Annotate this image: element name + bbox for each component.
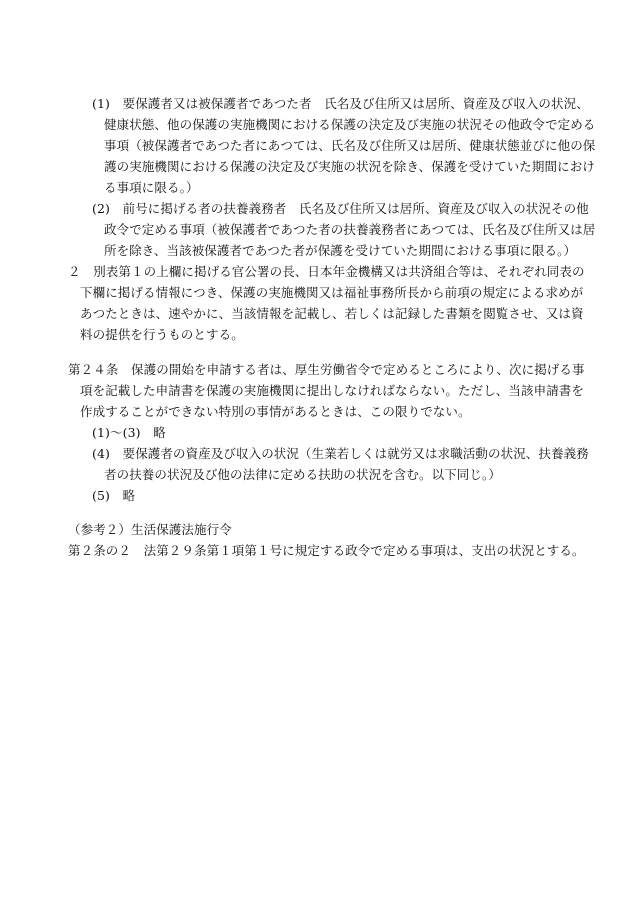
text-line: 作成することができない特別の事情があるときは、この限りでない。 (80, 404, 471, 419)
text-line: 政令で定める事項（被保護者であつた者の扶養義務者にあつては、氏名及び住所又は居 (104, 222, 596, 237)
text-line: (1)～(3) 略 (92, 425, 166, 440)
text-line: (1) 要保護者又は被保護者であつた者 氏名及び住所又は居所、資産及び収入の状況、 (92, 96, 589, 111)
reference-heading: （参考２）生活保護法施行令 (68, 522, 232, 537)
text-line: ２ 別表第１の上欄に掲げる官公署の長、日本年金機構又は共済組合等は、それぞれ同表の (68, 264, 585, 279)
text-line: る事項に限る。） (104, 180, 199, 195)
text-line: 健康状態、他の保護の実施機関における保護の決定及び実施の状況その他政令で定める (104, 117, 596, 132)
text-line: 護の実施機関における保護の決定及び実施の状況を除き、保護を受けていた期間におけ (104, 159, 595, 174)
text-line: 料の提供を行うものとする。 (80, 327, 244, 342)
text-line: (2) 前号に掲げる者の扶養義務者 氏名及び住所又は居所、資産及び収入の状況その他 (92, 201, 589, 216)
text-line: 者の扶養の状況及び他の法律に定める扶助の状況を含む。以下同じ。） (104, 467, 501, 482)
text-line: 所を除き、当該被保護者であつた者が保護を受けていた期間における事項に限る。） (104, 243, 577, 258)
text-line: 下欄に掲げる情報につき、保護の実施機関又は福祉事務所長から前項の規定による求めが (80, 285, 584, 300)
text-line: 項を記載した申請書を保護の実施機関に提出しなければならない。ただし、当該申請書を (80, 383, 585, 398)
text-line: 第２条の２ 法第２９条第１項第１号に規定する政令で定める事項は、支出の状況とする。 (68, 543, 585, 558)
text-line: あつたときは、速やかに、当該情報を記載し、若しくは記録した書類を閲覧させ、又は資 (80, 306, 584, 321)
text-line: (4) 要保護者の資産及び収入の状況（生業若しくは就労又は求職活動の状況、扶養義務 (92, 446, 589, 461)
text-line: 事項（被保護者であつた者にあつては、氏名及び住所又は居所、健康状態並びに他の保 (104, 138, 596, 153)
text-line: (5) 略 (92, 488, 136, 503)
article-24-heading: 第２４条 保護の開始を申請する者は、厚生労働省令で定めるところにより、次に掲げる事 (68, 362, 585, 377)
